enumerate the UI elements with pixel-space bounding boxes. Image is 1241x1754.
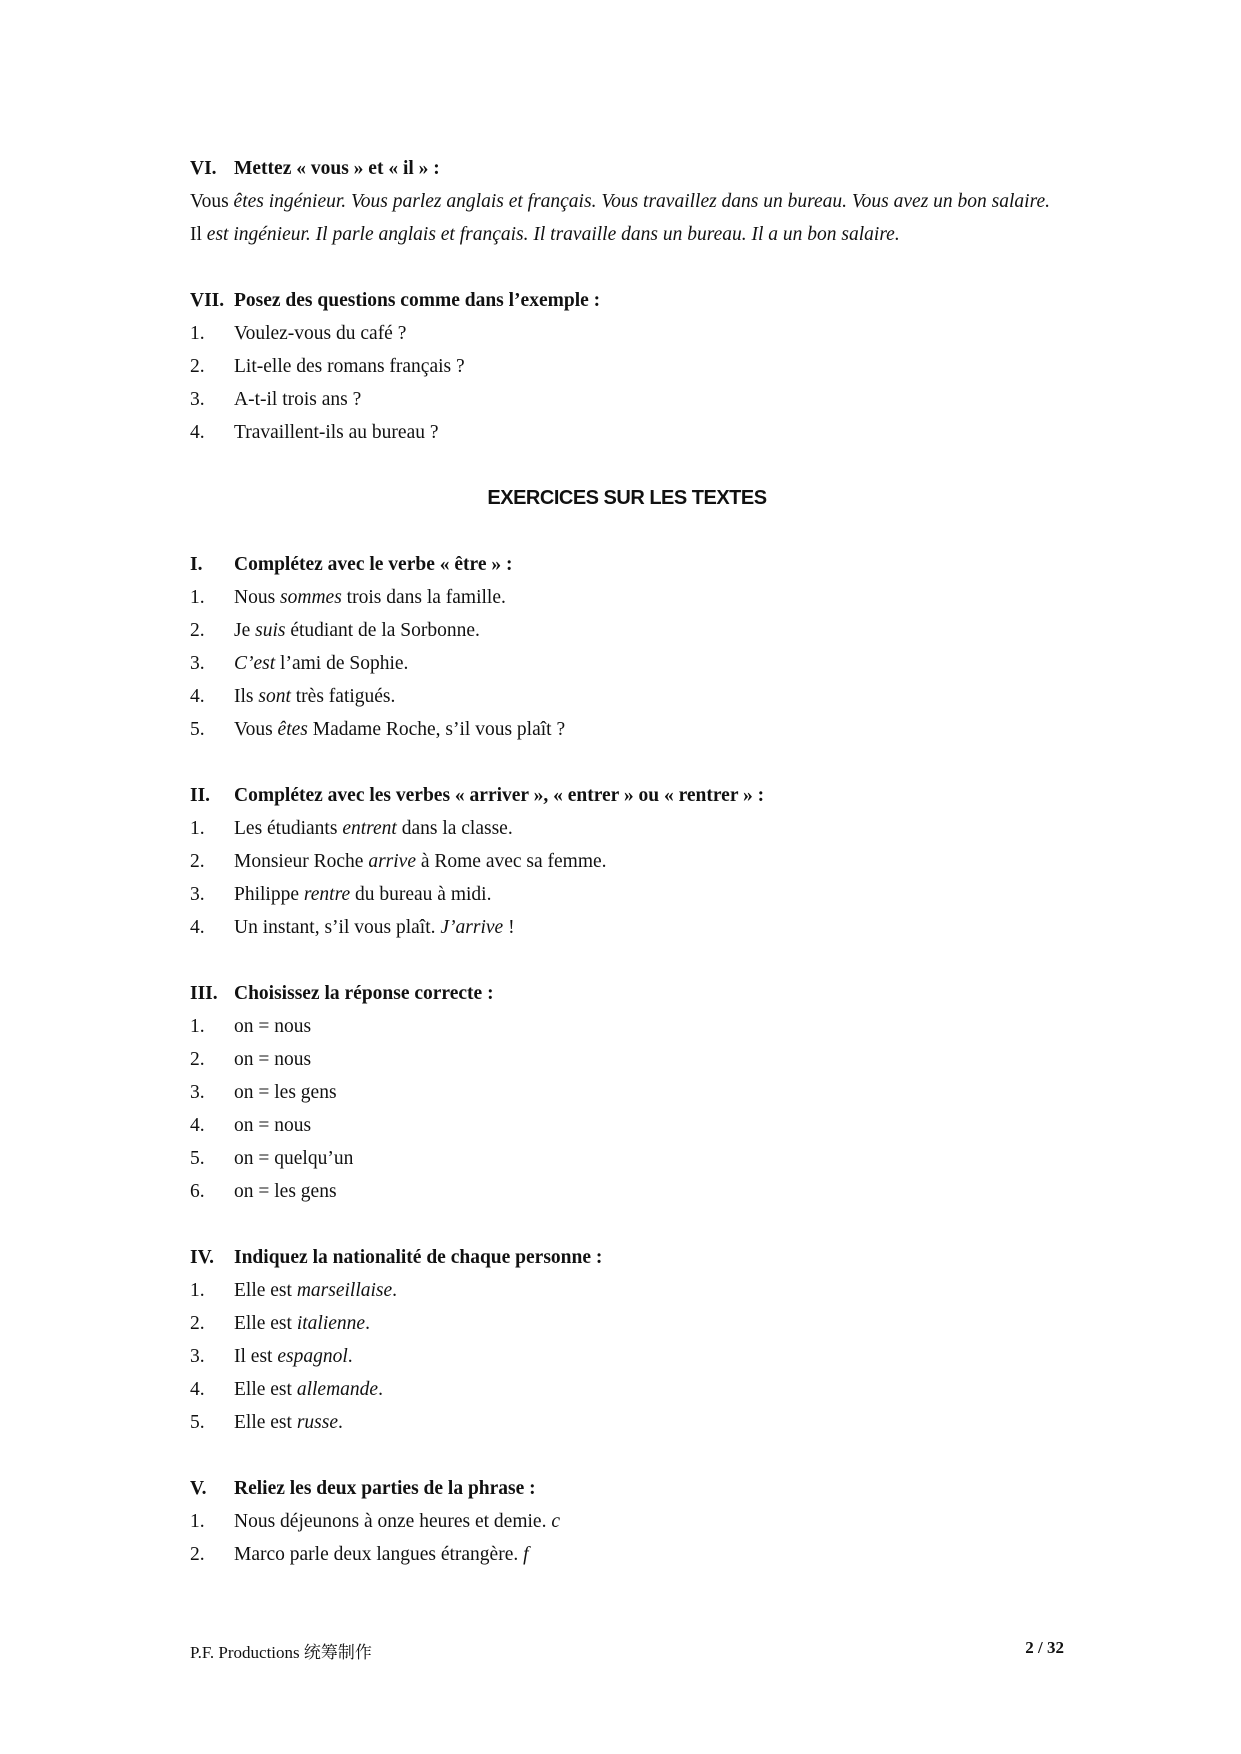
- item-number: 1.: [190, 587, 205, 608]
- item-number: 2.: [190, 620, 205, 641]
- list-item: [190, 350, 1064, 383]
- answer-text: rentre: [303, 884, 351, 905]
- exercise-title: [190, 977, 1064, 1010]
- exercise-number: VI.: [190, 158, 217, 179]
- item-text: [234, 1373, 383, 1406]
- item-number: 5.: [190, 1412, 205, 1433]
- text-segment: .: [378, 1379, 383, 1400]
- exercise-instruction: Reliez les deux parties de la phrase :: [234, 1478, 536, 1499]
- exercise-title: [190, 548, 1064, 581]
- list-item: [190, 812, 1064, 845]
- list-item: [190, 878, 1064, 911]
- text-segment: Nous déjeunons à onze heures et demie.: [234, 1511, 552, 1532]
- answer-text: est ingénieur. Il parle anglais et français. Il travaille dans un bureau. Il a un bon salaire.: [206, 224, 900, 245]
- item-text: [234, 647, 408, 680]
- text-segment: Travaillent-ils au bureau ?: [234, 422, 439, 443]
- list-item: [190, 1175, 1064, 1208]
- exercise-instruction: Complétez avec le verbe « être » :: [234, 554, 513, 575]
- text-segment: Elle est: [234, 1379, 297, 1400]
- exercise-instruction: Indiquez la nationalité de chaque personne :: [234, 1247, 603, 1268]
- text-segment: Philippe: [234, 884, 304, 905]
- item-number: 2.: [190, 356, 205, 377]
- answer-text: russe: [296, 1412, 338, 1433]
- list-item: [190, 581, 1064, 614]
- answer-text: c: [551, 1511, 560, 1532]
- section-heading: EXERCICES SUR LES TEXTES: [487, 487, 767, 509]
- item-text: [234, 317, 406, 350]
- text-segment: Un instant, s’il vous plaît.: [234, 917, 441, 938]
- exercise-number: VII.: [190, 290, 225, 311]
- exercise-instruction: Complétez avec les verbes « arriver », « entrer » ou « rentrer » :: [234, 785, 765, 806]
- text-segment: Elle est: [234, 1313, 297, 1334]
- page-number: 2 / 32: [1025, 1638, 1064, 1657]
- item-text: [234, 1043, 311, 1076]
- item-number: 1.: [190, 818, 205, 839]
- item-text: [234, 713, 565, 746]
- item-text: [234, 878, 491, 911]
- blank-line: [190, 251, 1064, 284]
- item-text: [234, 1175, 337, 1208]
- answer-text: êtes: [277, 719, 308, 740]
- item-text: [234, 1505, 560, 1538]
- list-item: [190, 1010, 1064, 1043]
- text-segment: Marco parle deux langues étrangère.: [234, 1544, 524, 1565]
- list-item: [190, 713, 1064, 746]
- answer-text: entrent: [342, 818, 397, 839]
- item-number: 5.: [190, 719, 205, 740]
- list-item: [190, 614, 1064, 647]
- text-segment: Elle est: [234, 1280, 297, 1301]
- list-item: [190, 383, 1064, 416]
- item-text: [234, 383, 361, 416]
- item-number: 2.: [190, 851, 205, 872]
- blank-line: [190, 1439, 1064, 1472]
- list-item: [190, 1109, 1064, 1142]
- text-segment: Il: [190, 224, 207, 245]
- item-text: [234, 1340, 353, 1373]
- item-number: 2.: [190, 1544, 205, 1565]
- item-text: [234, 614, 480, 647]
- answer-text: J’arrive: [440, 917, 504, 938]
- blank-line: [190, 449, 1064, 482]
- list-item: [190, 1043, 1064, 1076]
- exercise-instruction: Mettez « vous » et « il » :: [234, 158, 440, 179]
- item-number: 4.: [190, 422, 205, 443]
- item-text: [234, 812, 513, 845]
- text-segment: Il est: [234, 1346, 278, 1367]
- item-text: [234, 1142, 353, 1175]
- text-segment: on = nous: [234, 1115, 312, 1136]
- text-segment: étudiant de la Sorbonne.: [285, 620, 480, 641]
- list-item: [190, 416, 1064, 449]
- item-number: 1.: [190, 1511, 205, 1532]
- item-number: 1.: [190, 1280, 205, 1301]
- text-segment: Vous: [234, 719, 278, 740]
- exercise-number: IV.: [190, 1247, 215, 1268]
- answer-text: espagnol: [277, 1346, 348, 1367]
- text-segment: A-t-il trois ans ?: [234, 389, 362, 410]
- answer-text: marseillaise: [296, 1280, 393, 1301]
- text-segment: Elle est: [234, 1412, 297, 1433]
- text-segment: Nous: [234, 587, 281, 608]
- text-segment: !: [503, 917, 515, 938]
- page-footer: [190, 1638, 1064, 1663]
- text-segment: trois dans la famille.: [341, 587, 506, 608]
- exercise-title: [190, 284, 1064, 317]
- text-segment: on = quelqu’un: [234, 1148, 354, 1169]
- item-number: 1.: [190, 1016, 205, 1037]
- text-segment: Les étudiants: [234, 818, 343, 839]
- item-text: [234, 581, 506, 614]
- item-text: [234, 1307, 370, 1340]
- answer-paragraph: [190, 218, 1064, 251]
- item-number: 3.: [190, 389, 205, 410]
- text-segment: .: [365, 1313, 370, 1334]
- answer-text: arrive: [368, 851, 416, 872]
- text-segment: à Rome avec sa femme.: [415, 851, 607, 872]
- item-number: 3.: [190, 884, 205, 905]
- text-segment: .: [347, 1346, 353, 1367]
- list-item: [190, 1307, 1064, 1340]
- list-item: [190, 845, 1064, 878]
- answer-text: C’est: [234, 653, 276, 674]
- answer-text: italienne: [296, 1313, 366, 1334]
- text-segment: Voulez-vous du café ?: [234, 323, 407, 344]
- item-text: [234, 1076, 337, 1109]
- exercise-title: [190, 1241, 1064, 1274]
- text-segment: dans la classe.: [396, 818, 513, 839]
- blank-line: [190, 515, 1064, 548]
- text-segment: .: [338, 1412, 343, 1433]
- text-segment: on = les gens: [234, 1082, 337, 1103]
- list-item: [190, 911, 1064, 944]
- item-text: [234, 1538, 529, 1571]
- item-text: [234, 845, 607, 878]
- blank-line: [190, 1208, 1064, 1241]
- answer-text: f: [523, 1544, 529, 1565]
- item-number: 5.: [190, 1148, 205, 1169]
- list-item: [190, 317, 1064, 350]
- page-content: [190, 152, 1064, 1571]
- answer-text: suis: [255, 620, 286, 641]
- answer-paragraph: [190, 185, 1064, 218]
- item-text: [234, 1109, 311, 1142]
- item-number: 3.: [190, 1346, 205, 1367]
- text-segment: on = les gens: [234, 1181, 337, 1202]
- list-item: [190, 680, 1064, 713]
- text-segment: Lit-elle des romans français ?: [234, 356, 465, 377]
- text-segment: Je: [234, 620, 256, 641]
- exercise-number: III.: [190, 983, 218, 1004]
- exercise-number: V.: [190, 1478, 207, 1499]
- exercise-number: I.: [190, 554, 203, 575]
- list-item: [190, 1505, 1064, 1538]
- item-text: [234, 680, 395, 713]
- item-number: 1.: [190, 323, 205, 344]
- list-item: [190, 1538, 1064, 1571]
- item-number: 2.: [190, 1313, 205, 1334]
- answer-text: sommes: [280, 587, 342, 608]
- item-number: 3.: [190, 1082, 205, 1103]
- item-text: [234, 1274, 397, 1307]
- list-item: [190, 1340, 1064, 1373]
- exercise-instruction: Choisissez la réponse correcte :: [234, 983, 494, 1004]
- item-text: [234, 1010, 311, 1043]
- exercise-title: [190, 779, 1064, 812]
- text-segment: Monsieur Roche: [234, 851, 369, 872]
- item-text: [234, 416, 439, 449]
- list-item: [190, 1373, 1064, 1406]
- exercise-number: II.: [190, 785, 211, 806]
- blank-line: [190, 746, 1064, 779]
- item-number: 3.: [190, 653, 205, 674]
- text-segment: du bureau à midi.: [350, 884, 492, 905]
- exercise-instruction: Posez des questions comme dans l’exemple :: [234, 290, 601, 311]
- exercise-title: [190, 152, 1064, 185]
- text-segment: Vous: [190, 191, 234, 212]
- text-segment: on = nous: [234, 1016, 312, 1037]
- list-item: [190, 647, 1064, 680]
- item-number: 4.: [190, 1115, 205, 1136]
- answer-text: êtes ingénieur. Vous parlez anglais et français. Vous travaillez dans un bureau. Vous avez un bon salaire.: [233, 191, 1050, 212]
- exercise-title: [190, 1472, 1064, 1505]
- item-number: 6.: [190, 1181, 205, 1202]
- text-segment: .: [392, 1280, 398, 1301]
- list-item: [190, 1142, 1064, 1175]
- list-item: [190, 1076, 1064, 1109]
- item-number: 4.: [190, 686, 205, 707]
- item-text: [234, 911, 515, 944]
- blank-line: [190, 944, 1064, 977]
- item-number: 4.: [190, 1379, 205, 1400]
- item-text: [234, 1406, 343, 1439]
- list-item: [190, 1274, 1064, 1307]
- item-text: [234, 350, 465, 383]
- text-segment: Ils: [234, 686, 259, 707]
- text-segment: on = nous: [234, 1049, 312, 1070]
- text-segment: Madame Roche, s’il vous plaît ?: [307, 719, 566, 740]
- item-number: 4.: [190, 917, 205, 938]
- item-number: 2.: [190, 1049, 205, 1070]
- text-segment: très fatigués.: [290, 686, 396, 707]
- answer-text: allemande: [296, 1379, 379, 1400]
- footer-publisher: P.F. Productions 统筹制作: [190, 1643, 372, 1662]
- list-item: [190, 1406, 1064, 1439]
- answer-text: sont: [258, 686, 291, 707]
- text-segment: l’ami de Sophie.: [275, 653, 409, 674]
